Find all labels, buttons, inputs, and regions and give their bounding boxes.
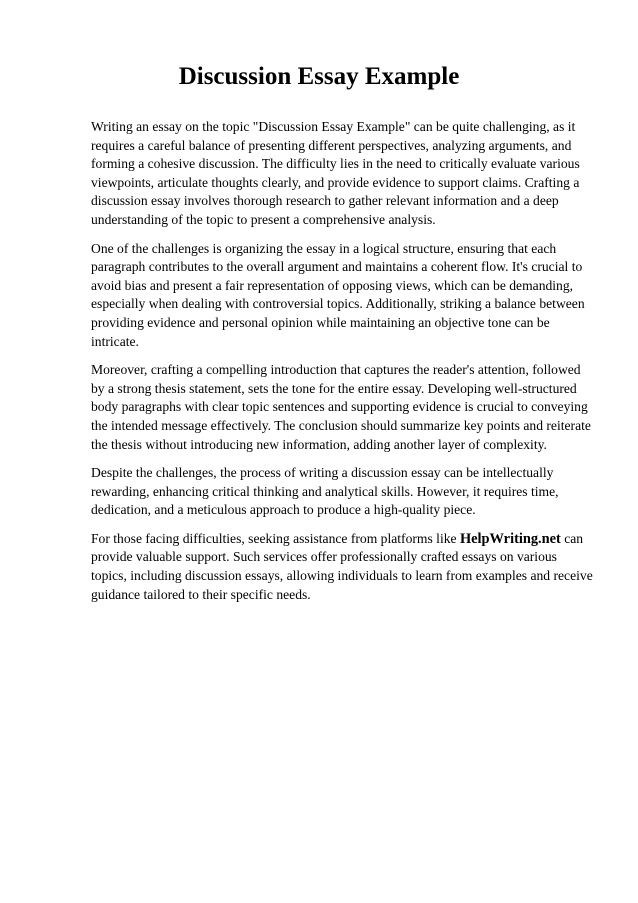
- paragraph-rewards: Despite the challenges, the process of writing a discussion essay can be intellectually rewarding, enhancing critical thinking and analytical skills. However, it requires time, dedication, and a meticulous approach to produce a high-quality piece.: [91, 465, 559, 518]
- paragraph-intro: Writing an essay on the topic "Discussion Essay Example" can be quite challenging, as it requires a careful balance of presenting different perspectives, analyzing arguments, and forming a cohesive discussion. The difficulty lies in the need to critically evaluate various viewpoints, articulate thoughts clearly, and provide evidence to support claims. Crafting a discussion essay involves thorough research to gather relevant information and a deep understanding of the topic to present a comprehensive analysis.: [91, 119, 580, 227]
- paragraph-introduction-thesis: Moreover, crafting a compelling introduction that captures the reader's attention, followed by a strong thesis statement, sets the tone for the entire essay. Developing well-structured body paragraphs with clear topic sentences and supporting evidence is crucial to conveying the intended message effectively. The conclusion should summarize key points and reiterate the thesis without introducing new information, adding another layer of complexity.: [91, 362, 591, 452]
- assistance-text-after: can provide valuable support. Such services offer professionally crafted essays on various topics, including discussion essays, allowing individuals to learn from examples and receive guidance tailored to their specific needs.: [91, 530, 593, 602]
- paragraph-assistance: [91, 530, 594, 604]
- paragraph-structure: One of the challenges is organizing the essay in a logical structure, ensuring that each paragraph contributes to the overall argument and maintains a coherent flow. It's crucial to avoid bias and present a fair representation of opposing views, which can be demanding, especially when dealing with controversial topics. Additionally, striking a balance between providing evidence and personal opinion while maintaining an objective tone can be intricate.: [91, 240, 585, 349]
- helpwriting-link[interactable]: HelpWriting.net: [459, 530, 561, 547]
- document-title: Discussion Essay Example: [178, 63, 460, 90]
- assistance-text-before: For those facing difficulties, seeking assistance from platforms like: [91, 530, 460, 546]
